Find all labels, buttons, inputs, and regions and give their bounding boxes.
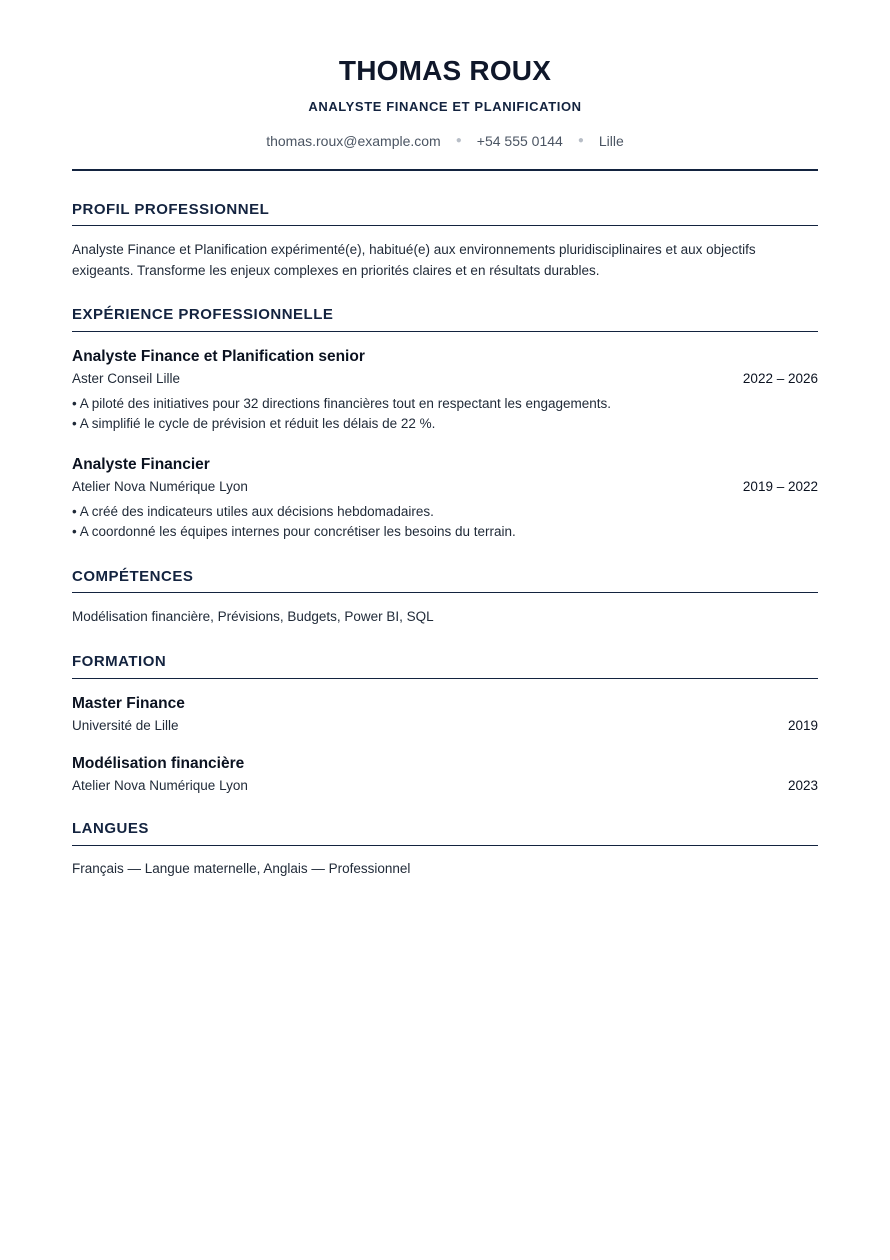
school-name: Université de Lille <box>72 718 179 733</box>
degree-title: Modélisation financière <box>72 755 245 772</box>
section-divider <box>72 592 818 593</box>
job-title: Analyste Financier <box>72 456 210 473</box>
header-divider <box>72 169 818 171</box>
contact-line <box>72 132 818 150</box>
section-divider <box>72 331 818 332</box>
profile-summary: Analyste Finance et Planification expérimenté(e), habitué(e) aux environnements pluridisciplinaires et aux objectifs exigeants. Transforme les enjeux complexes en priorités claires et en résultats durables. <box>72 242 756 278</box>
job-meta-row <box>72 370 818 388</box>
section-divider <box>72 845 818 846</box>
job-bullets <box>72 502 818 542</box>
list-item: • A simplifié le cycle de prévision et réduit les délais de 22 %. <box>72 416 436 431</box>
degree-title: Master Finance <box>72 695 185 712</box>
section-divider <box>72 225 818 226</box>
job-title: Analyste Finance et Planification senior <box>72 348 365 365</box>
separator-dot-icon: ● <box>455 135 462 146</box>
education-year: 2019 <box>787 718 818 733</box>
list-item: • A créé des indicateurs utiles aux décisions hebdomadaires. <box>72 504 434 519</box>
list-item: • A piloté des initiatives pour 32 directions financières tout en respectant les engagements. <box>72 396 612 411</box>
section-divider <box>72 678 818 679</box>
skills-list: Modélisation financière, Prévisions, Budgets, Power BI, SQL <box>72 609 434 624</box>
phone-text[interactable]: +54 555 0144 <box>476 133 563 149</box>
section-title-profile: PROFIL PROFESSIONNEL <box>72 201 270 218</box>
job-headline: ANALYSTE FINANCE ET PLANIFICATION <box>308 99 582 114</box>
school-name: Atelier Nova Numérique Lyon <box>72 778 248 793</box>
section-title-experience: EXPÉRIENCE PROFESSIONNELLE <box>72 306 334 323</box>
education-year: 2023 <box>787 778 818 793</box>
section-title-languages: LANGUES <box>72 820 149 837</box>
candidate-name: THOMAS ROUX <box>338 55 552 86</box>
job-bullets <box>72 394 818 434</box>
list-item: • A coordonné les équipes internes pour concrétiser les besoins du terrain. <box>72 524 516 539</box>
job-dates: 2022 – 2026 <box>742 371 818 386</box>
education-meta-row <box>72 777 818 795</box>
job-meta-row <box>72 478 818 496</box>
languages-list: Français — Langue maternelle, Anglais — Professionnel <box>72 861 411 876</box>
section-title-skills: COMPÉTENCES <box>72 568 194 585</box>
separator-dot-icon: ● <box>577 135 584 146</box>
job-dates: 2019 – 2022 <box>742 479 818 494</box>
job-organization: Atelier Nova Numérique Lyon <box>72 479 248 494</box>
email-text[interactable]: thomas.roux@example.com <box>266 133 441 149</box>
job-organization: Aster Conseil Lille <box>72 371 181 386</box>
section-title-education: FORMATION <box>72 653 167 670</box>
city-text: Lille <box>598 133 624 149</box>
education-meta-row <box>72 717 818 735</box>
